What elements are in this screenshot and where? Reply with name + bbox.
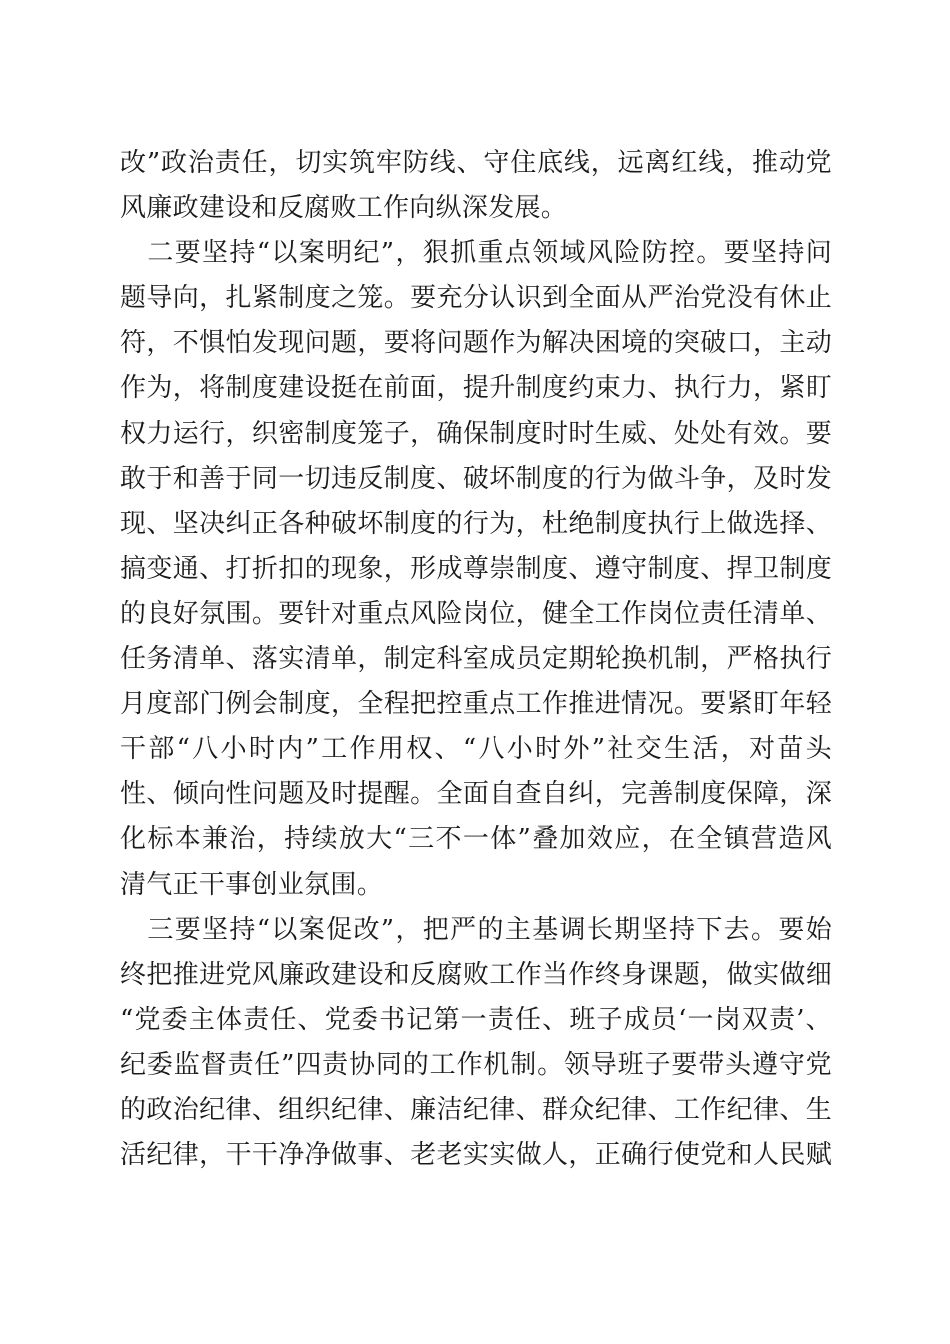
paragraph-start-line: 三要坚持“以案促改”，把严的主基调长期坚持下去。要始 xyxy=(120,914,832,945)
text-line: 作为，将制度建设挺在前面，提升制度约束力、执行力，紧盯 xyxy=(120,373,832,404)
text-line: 现、坚决纠正各种破坏制度的行为，杜绝制度执行上做选择、 xyxy=(120,508,832,539)
text-line: 题导向，扎紧制度之笼。要充分认识到全面从严治党没有休止 xyxy=(120,283,832,314)
text-line: 搞变通、打折扣的现象，形成尊崇制度、遵守制度、捍卫制度 xyxy=(120,553,832,584)
text-line: 权力运行，织密制度笼子，确保制度时时生威、处处有效。要 xyxy=(120,418,832,449)
text-line: 敢于和善于同一切违反制度、破坏制度的行为做斗争，及时发 xyxy=(120,463,832,494)
text-line: 化标本兼治，持续放大“三不一体”叠加效应，在全镇营造风 xyxy=(120,824,832,855)
text-line: 干部“八小时内”工作用权、“八小时外”社交生活，对苗头 xyxy=(120,734,832,765)
body-text xyxy=(120,141,832,1178)
text-line: 符，不惧怕发现问题，要将问题作为解决困境的突破口，主动 xyxy=(120,328,832,359)
text-line: 纪委监督责任”四责协同的工作机制。领导班子要带头遵守党 xyxy=(120,1049,832,1080)
text-line: 风廉政建设和反腐败工作向纵深发展。 xyxy=(120,193,568,224)
text-line: 性、倾向性问题及时提醒。全面自查自纠，完善制度保障，深 xyxy=(120,779,832,810)
paragraph-start-line: 二要坚持“以案明纪”，狠抓重点领域风险防控。要坚持问 xyxy=(120,238,832,269)
text-line: 终把推进党风廉政建设和反腐败工作当作终身课题，做实做细 xyxy=(120,959,832,990)
text-line: “党委主体责任、党委书记第一责任、班子成员‘一岗双责’、 xyxy=(120,1004,832,1035)
text-line: 活纪律，干干净净做事、老老实实做人，正确行使党和人民赋 xyxy=(120,1140,832,1171)
text-line: 任务清单、落实清单，制定科室成员定期轮换机制，严格执行 xyxy=(120,644,832,675)
text-line: 改”政治责任，切实筑牢防线、守住底线，远离红线，推动党 xyxy=(120,148,832,178)
text-line: 清气正干事创业氛围。 xyxy=(120,869,384,900)
text-line: 月度部门例会制度，全程把控重点工作推进情况。要紧盯年轻 xyxy=(120,689,832,720)
text-line: 的政治纪律、组织纪律、廉洁纪律、群众纪律、工作纪律、生 xyxy=(120,1094,832,1125)
text-line: 的良好氛围。要针对重点风险岗位，健全工作岗位责任清单、 xyxy=(120,598,832,629)
